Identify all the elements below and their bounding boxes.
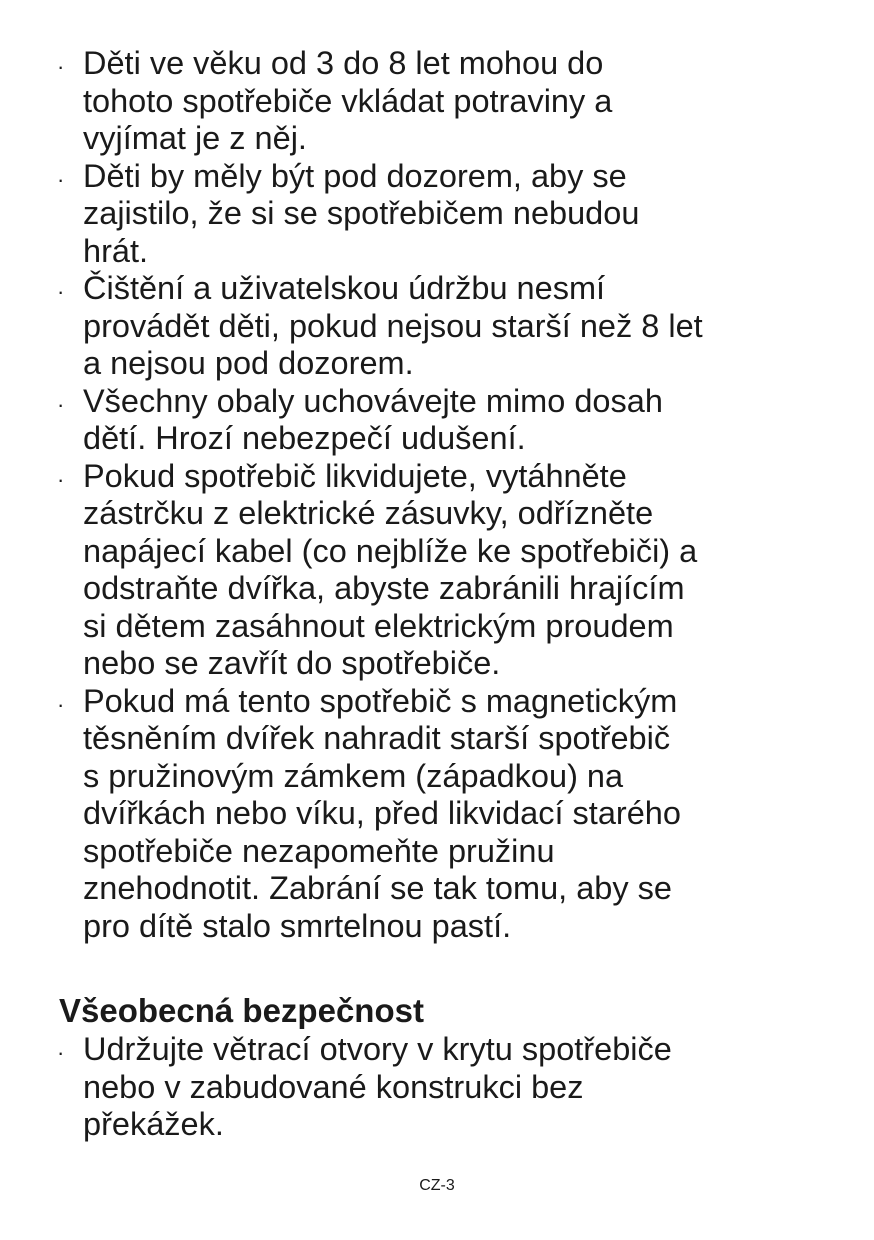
- child-safety-bullet-list: [57, 45, 827, 945]
- bullet-line: Čištění a uživatelskou údržbu nesmí: [83, 270, 606, 306]
- bullet-line: s pružinovým zámkem (západkou) na: [83, 757, 624, 794]
- bullet-line: dětí. Hrozí nebezpečí udušení.: [83, 420, 526, 456]
- bullet-item: [57, 158, 827, 271]
- bullet-line: znehodnotit. Zabrání se tak tomu, aby se: [83, 870, 672, 906]
- bullet-line: vyjímat je z něj.: [83, 120, 307, 156]
- bullet-dot: ·: [57, 166, 65, 192]
- bullet-line: nebo se zavřít do spotřebiče.: [83, 645, 501, 681]
- bullet-dot: ·: [57, 391, 65, 417]
- bullet-line: dvířkách nebo víku, před likvidací starého: [83, 795, 681, 831]
- bullet-line: hrát.: [83, 232, 149, 269]
- bullet-item: [57, 270, 827, 383]
- bullet-line: překážek.: [83, 1106, 224, 1142]
- bullet-line: Děti by měly být pod dozorem, aby se: [83, 157, 627, 194]
- general-safety-bullet-list: [57, 1031, 827, 1144]
- bullet-line: tohoto spotřebiče vkládat potraviny a: [83, 82, 613, 119]
- bullet-line: spotřebiče nezapomeňte pružinu: [83, 832, 555, 869]
- bullet-line: Všechny obaly uchovávejte mimo dosah: [83, 382, 663, 419]
- bullet-item: [57, 1031, 827, 1144]
- bullet-line: pro dítě stalo smrtelnou pastí.: [83, 907, 512, 944]
- bullet-item: [57, 458, 827, 683]
- bullet-line: si dětem zasáhnout elektrickým proudem: [83, 607, 674, 644]
- bullet-item: [57, 383, 827, 458]
- bullet-dot: ·: [57, 279, 65, 304]
- bullet-dot: ·: [57, 1040, 65, 1065]
- section-heading: Všeobecná bezpečnost: [59, 992, 424, 1029]
- bullet-item: [57, 683, 827, 946]
- bullet-dot: ·: [57, 54, 65, 79]
- bullet-line: odstraňte dvířka, abyste zabránili hrajícím: [83, 570, 685, 606]
- bullet-line: těsněním dvířek nahradit starší spotřebič: [83, 720, 671, 756]
- bullet-line: Děti ve věku od 3 do 8 let mohou do: [83, 45, 604, 81]
- bullet-line: zajistilo, že si se spotřebičem nebudou: [83, 195, 640, 231]
- bullet-dot: ·: [57, 691, 65, 717]
- bullet-line: a nejsou pod dozorem.: [83, 345, 414, 381]
- bullet-line: Pokud spotřebič likvidujete, vytáhněte: [83, 457, 627, 494]
- bullet-line: Udržujte větrací otvory v krytu spotřebiče: [83, 1031, 672, 1067]
- bullet-line: napájecí kabel (co nejblíže ke spotřebiči) a: [83, 532, 698, 569]
- page-number: CZ-3: [419, 1177, 455, 1194]
- bullet-line: Pokud má tento spotřebič s magnetickým: [83, 682, 678, 719]
- bullet-line: zástrčku z elektrické zásuvky, odřízněte: [83, 495, 654, 531]
- bullet-item: [57, 45, 827, 158]
- bullet-dot: ·: [57, 466, 65, 492]
- bullet-line: nebo v zabudované konstrukci bez: [83, 1068, 584, 1105]
- bullet-line: provádět děti, pokud nejsou starší než 8 let: [83, 307, 703, 344]
